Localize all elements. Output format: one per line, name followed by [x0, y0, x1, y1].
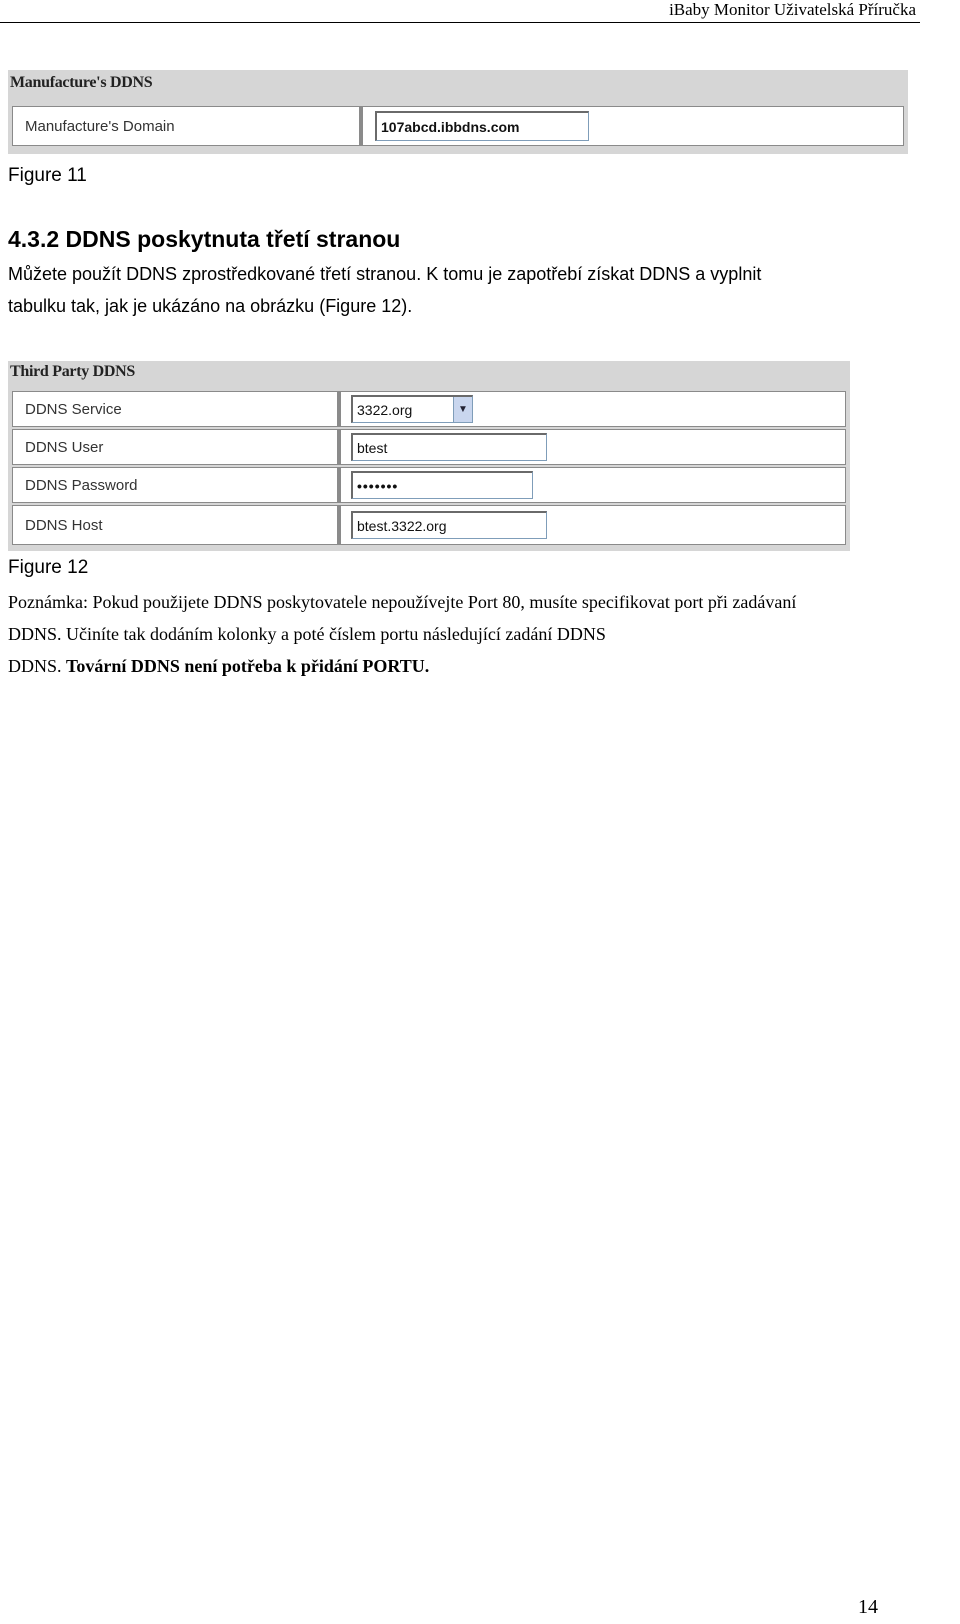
section-heading: 4.3.2 DDNS poskytnuta třetí stranou	[8, 226, 401, 252]
note-line3-bold: Tovární DDNS není potřeba k přidání PORTU.	[66, 656, 430, 676]
ddns-service-cell	[339, 392, 845, 426]
third-party-ddns-panel	[8, 361, 850, 551]
header-title: iBaby Monitor Uživatelská Příručka	[669, 0, 916, 19]
note-paragraph	[8, 586, 948, 682]
ddns-host-input[interactable]: btest.3322.org	[351, 511, 547, 539]
manufacture-domain-row	[12, 106, 904, 146]
section-paragraph-line2: tabulku tak, jak je ukázáno na obrázku (Figure 12).	[8, 296, 413, 316]
ddns-host-cell	[339, 506, 845, 544]
note-line3	[8, 650, 948, 682]
note-line2: DDNS. Učiníte tak dodáním kolonky a poté číslem portu následující zadání DDNS	[8, 624, 606, 644]
ddns-user-input[interactable]: btest	[351, 433, 547, 461]
panel-title: Manufacture's DDNS	[10, 74, 153, 91]
page-number: 14	[858, 1596, 878, 1618]
ddns-user-cell	[339, 430, 845, 464]
manufacture-domain-label: Manufacture's Domain	[13, 107, 361, 145]
manufacture-domain-cell	[361, 107, 903, 145]
note-line3-plain: DDNS.	[8, 656, 67, 676]
ddns-service-select[interactable]	[351, 395, 473, 423]
chevron-down-icon[interactable]: ▼	[453, 397, 472, 422]
ddns-service-value: 3322.org	[357, 401, 413, 418]
ddns-password-row	[12, 467, 846, 503]
page-header	[0, 0, 920, 23]
manufacture-domain-input[interactable]: 107abcd.ibbdns.com	[375, 111, 589, 141]
figure12-caption: Figure 12	[8, 557, 89, 578]
ddns-service-label: DDNS Service	[13, 392, 339, 426]
ddns-password-label: DDNS Password	[13, 468, 339, 502]
section-paragraph-line1: Můžete použít DDNS zprostředkované třetí stranou. K tomu je zapotřebí získat DDNS a vyplnit	[8, 264, 762, 284]
ddns-password-cell	[339, 468, 845, 502]
ddns-user-label: DDNS User	[13, 430, 339, 464]
ddns-host-label: DDNS Host	[13, 506, 339, 544]
ddns-user-row	[12, 429, 846, 465]
ddns-host-row	[12, 505, 846, 545]
manufacture-ddns-panel	[8, 70, 908, 154]
panel-title: Third Party DDNS	[10, 363, 135, 380]
figure11-caption: Figure 11	[8, 165, 87, 186]
ddns-password-input[interactable]: •••••••	[351, 471, 533, 499]
ddns-service-row	[12, 391, 846, 427]
note-line1: Poznámka: Pokud použijete DDNS poskytovatele nepoužívejte Port 80, musíte specifikovat port při zadávaní	[8, 592, 797, 612]
